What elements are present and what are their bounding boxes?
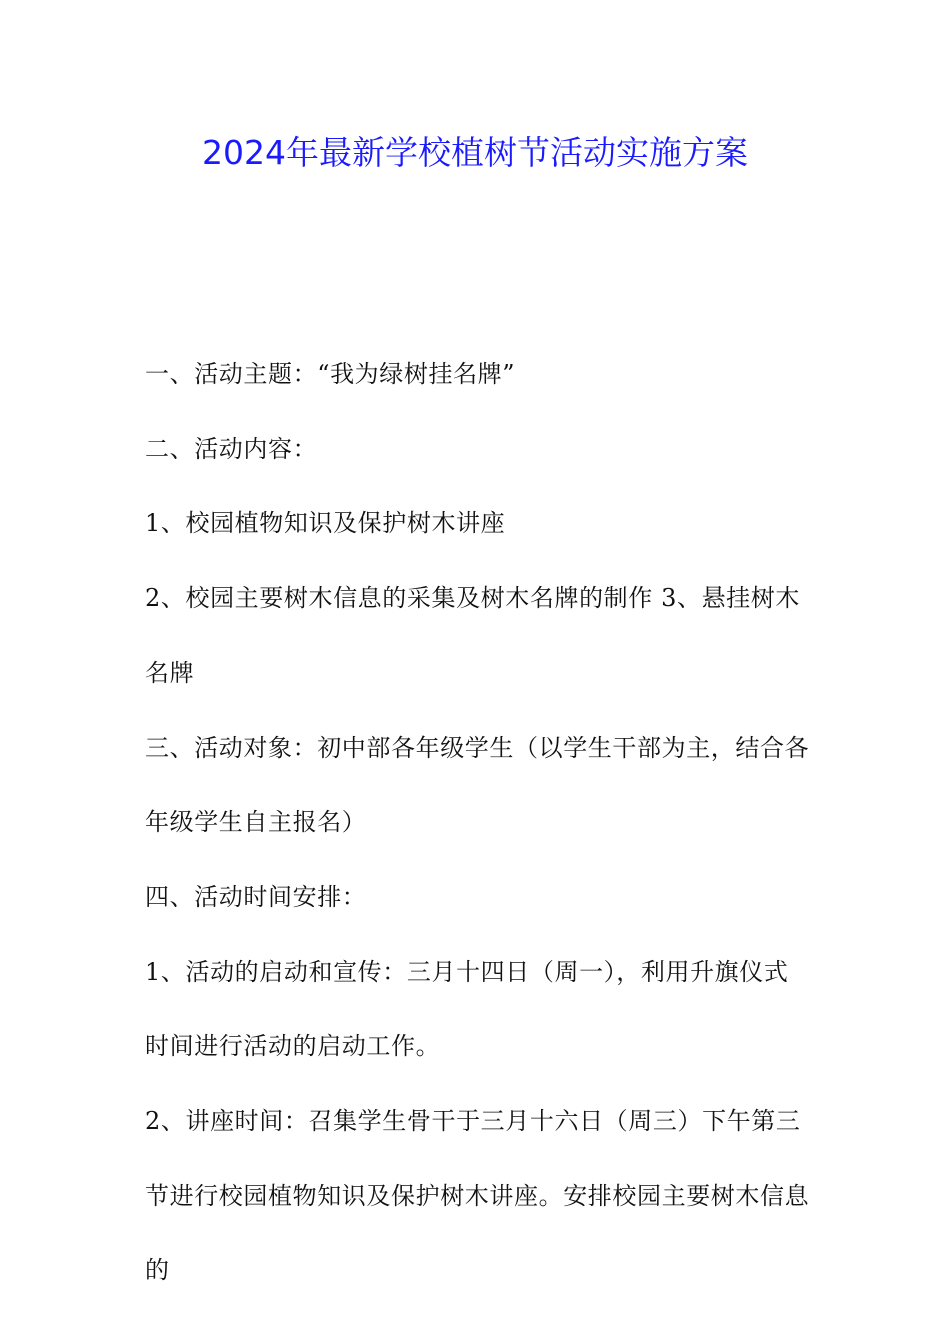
section-content-heading: 二、活动内容：	[145, 434, 318, 463]
content-item-1: 1、校园植物知识及保护树木讲座	[145, 509, 506, 538]
section-theme: 一、活动主题：“我为绿树挂名牌”	[145, 360, 516, 388]
schedule-item-2: 2、讲座时间：召集学生骨干于三月十六日（周三）下午第三节进行校园植物知识及保护树木讲座。安排校园主要树木信息的	[145, 1107, 810, 1285]
document-body	[145, 337, 810, 1308]
section-audience: 三、活动对象：初中部各年级学生（以学生干部为主，结合各年级学生自主报名）	[145, 733, 810, 837]
section-schedule-heading: 四、活动时间安排：	[145, 882, 367, 911]
document-title: 2024年最新学校植树节活动实施方案	[202, 133, 748, 172]
content-item-2: 2、校园主要树木信息的采集及树木名牌的制作 3、悬挂树木名牌	[145, 584, 800, 687]
schedule-item-1: 1、活动的启动和宣传：三月十四日（周一），利用升旗仪式时间进行活动的启动工作。	[145, 957, 789, 1061]
